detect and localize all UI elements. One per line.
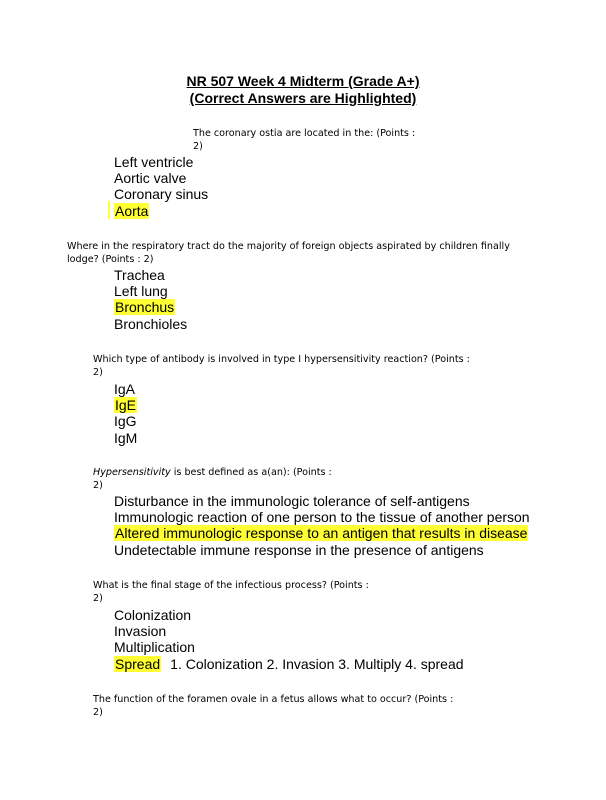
question-6-line2: 2) xyxy=(93,707,103,718)
question-2-line2: lodge? (Points : 2) xyxy=(67,254,154,265)
question-3-prompt xyxy=(93,353,470,379)
question-4-option: Undetectable immune response in the presence of antigens xyxy=(114,541,484,558)
highlight-cursor-mark xyxy=(108,201,110,219)
correct-answer-highlight: Altered immunologic response to an antigen that results in disease xyxy=(115,525,528,542)
question-2-prompt xyxy=(67,240,510,266)
question-4-prompt xyxy=(93,466,332,492)
question-1-option: Left ventricle xyxy=(114,154,194,170)
document-title: NR 507 Week 4 Midterm (Grade A+) xyxy=(186,73,420,89)
question-4-options xyxy=(114,493,530,558)
question-2-option: Bronchioles xyxy=(114,315,188,332)
question-3-option: IgM xyxy=(114,429,138,446)
question-5-line1: What is the final stage of the infectious process? (Points : xyxy=(93,580,369,591)
question-1-options xyxy=(114,154,208,219)
question-2-option-correct xyxy=(114,299,187,315)
document-subtitle: (Correct Answers are Highlighted) xyxy=(189,90,417,106)
question-5-options xyxy=(114,607,464,672)
question-3-options xyxy=(114,381,137,446)
question-3-line2: 2) xyxy=(93,367,103,378)
question-2-option: Trachea xyxy=(114,267,165,283)
question-1-line1: The coronary ostia are located in the: (Points : xyxy=(193,128,416,139)
question-4-italic-term: Hypersensitivity xyxy=(93,467,171,478)
question-5-option: Multiplication xyxy=(114,639,195,656)
correct-answer-highlight: Aorta xyxy=(115,202,149,219)
question-4-option: Immunologic reaction of one person to the tissue of another person xyxy=(114,509,530,526)
question-5-prompt xyxy=(93,579,369,605)
answer-note: 1. Colonization 2. Invasion 3. Multiply 4. spread xyxy=(170,655,464,672)
question-1-line2: 2) xyxy=(193,141,203,152)
question-1-option: Coronary sinus xyxy=(114,186,209,203)
question-1-prompt xyxy=(193,127,415,153)
question-3-option: IgA xyxy=(114,381,136,397)
question-2-line1: Where in the respiratory tract do the majority of foreign objects aspirated by children finally xyxy=(67,241,510,252)
question-6-line1: The function of the foramen ovale in a fetus allows what to occur? (Points : xyxy=(93,694,454,705)
question-4-option: Disturbance in the immunologic tolerance of self-antigens xyxy=(114,493,470,509)
question-5-option: Invasion xyxy=(114,623,167,640)
question-2-options xyxy=(114,267,187,332)
question-6-prompt xyxy=(93,693,453,719)
question-4-option-correct xyxy=(114,525,530,541)
correct-answer-highlight: Bronchus xyxy=(115,299,175,316)
question-4-line2: 2) xyxy=(93,480,103,491)
question-5-line2: 2) xyxy=(93,593,103,604)
question-1-option-correct xyxy=(114,203,208,219)
correct-answer-highlight: Spread xyxy=(115,655,161,672)
question-5-option-correct xyxy=(114,656,464,672)
question-3-option-correct xyxy=(114,397,137,413)
question-5-option: Colonization xyxy=(114,607,192,623)
question-3-option: IgG xyxy=(114,413,137,430)
question-3-line1: Which type of antibody is involved in type I hypersensitivity reaction? (Points : xyxy=(93,354,470,365)
correct-answer-highlight: IgE xyxy=(115,397,137,414)
question-4-line1: Hypersensitivity is best defined as a(an): (Points : xyxy=(93,467,332,478)
question-2-option: Left lung xyxy=(114,283,168,300)
question-1-option: Aortic valve xyxy=(114,170,187,187)
